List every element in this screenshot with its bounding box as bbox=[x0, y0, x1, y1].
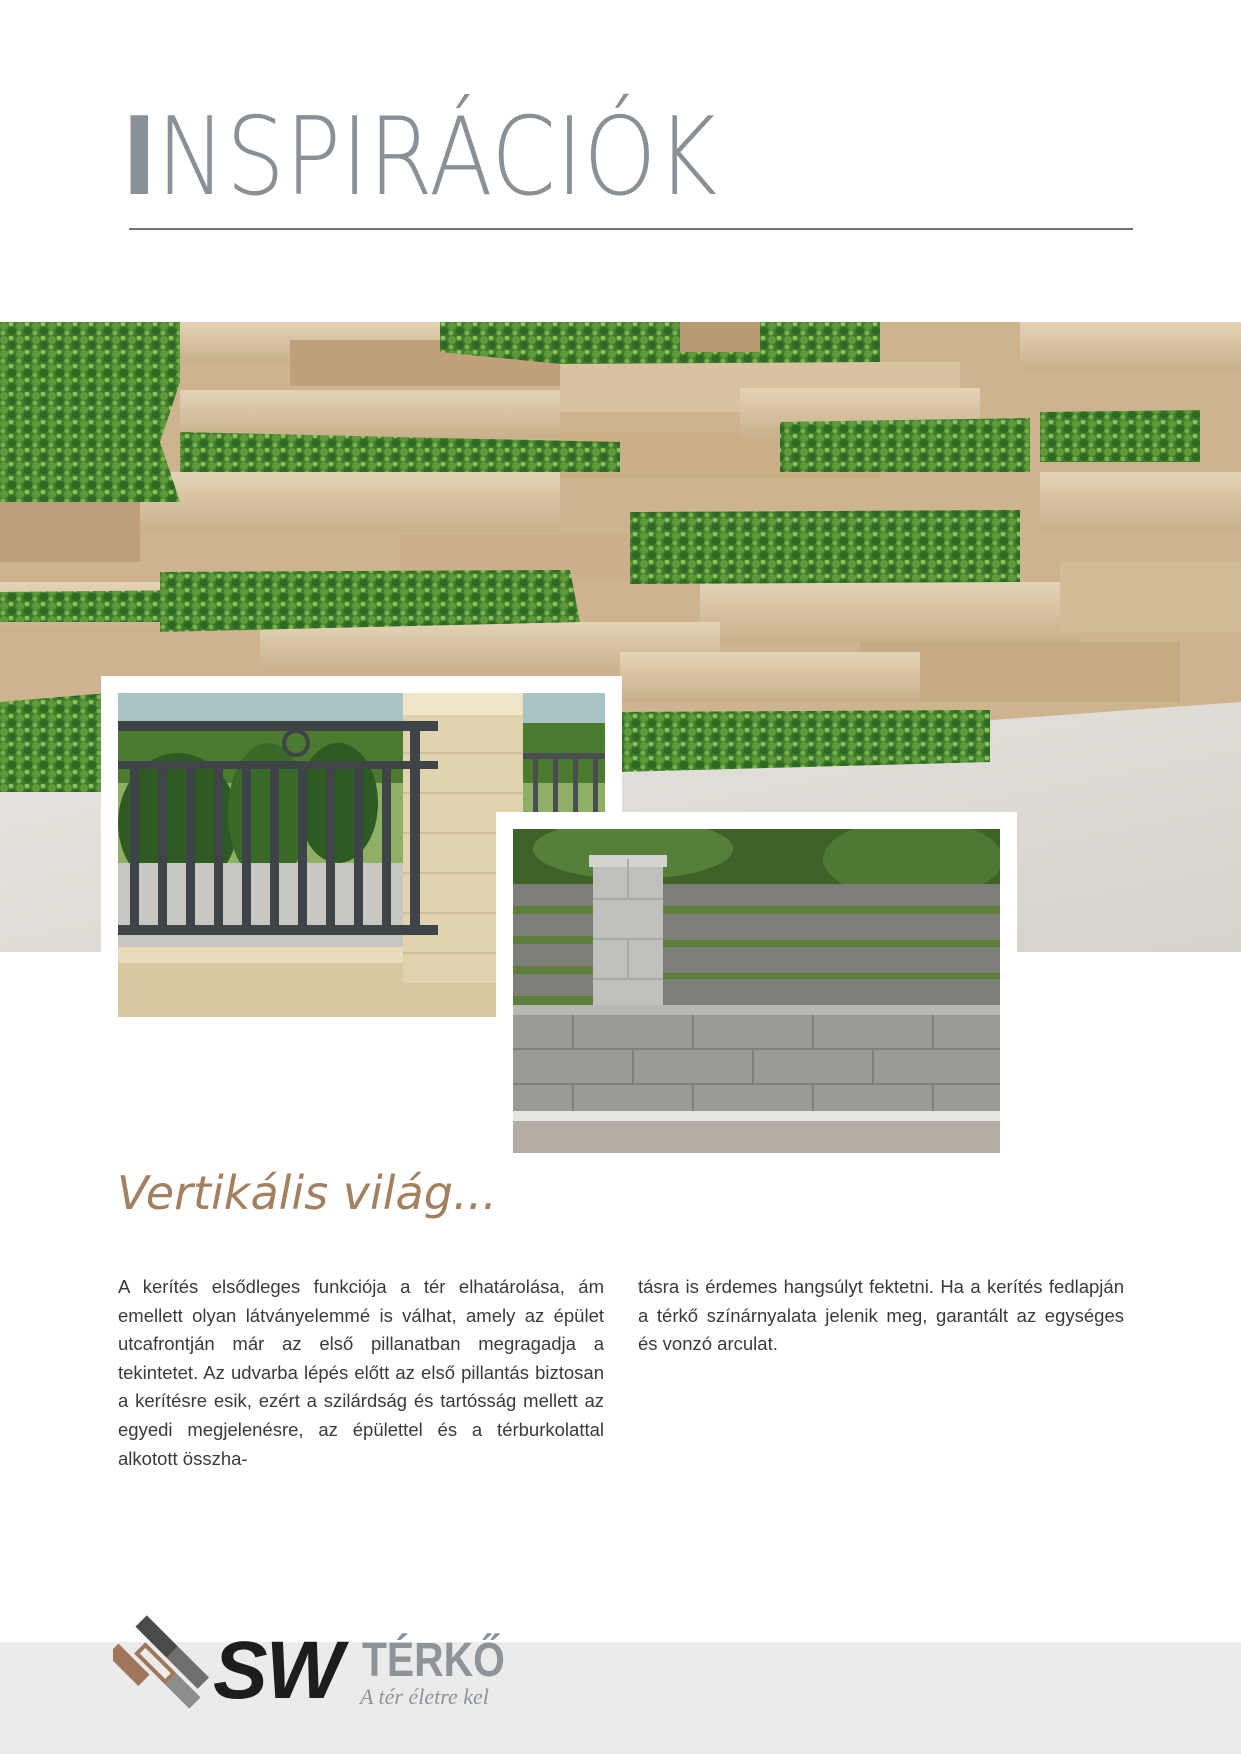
body-text-column-right: tásra is érdemes hangsúlyt fektetni. Ha a kerítés fedlapján a térkő színárnyalata jelenik meg, garantált az egységes és vonzó arculat. bbox=[638, 1276, 1124, 1355]
logo-brand: SW bbox=[213, 1625, 342, 1716]
title-rule bbox=[129, 228, 1133, 230]
page-title bbox=[122, 95, 718, 220]
body-text-column-left: A kerítés elsődleges funkciója a tér elhatárolása, ám emellett olyan látványelemmé is válhat, amely az épület utcafrontján már az első pillanatban megragadja a tekintetet. Az udvarba lépés előtt az első pillantás biztosan a kerítésre esik, ezért a szilárdság és tartósság mellett az egyedi megjelenésre, az épülettel és a térburkolattal alkotott összha- bbox=[118, 1276, 604, 1469]
title-first-letter: I bbox=[122, 95, 157, 220]
logo-product: TÉRKŐ bbox=[362, 1634, 505, 1687]
grey-fence-photo bbox=[513, 829, 1000, 1153]
section-heading: Vertikális világ... bbox=[117, 1166, 497, 1220]
logo-tagline: A tér életre kel bbox=[360, 1684, 489, 1709]
title-rest: NSPIRÁCIÓK bbox=[156, 95, 718, 220]
